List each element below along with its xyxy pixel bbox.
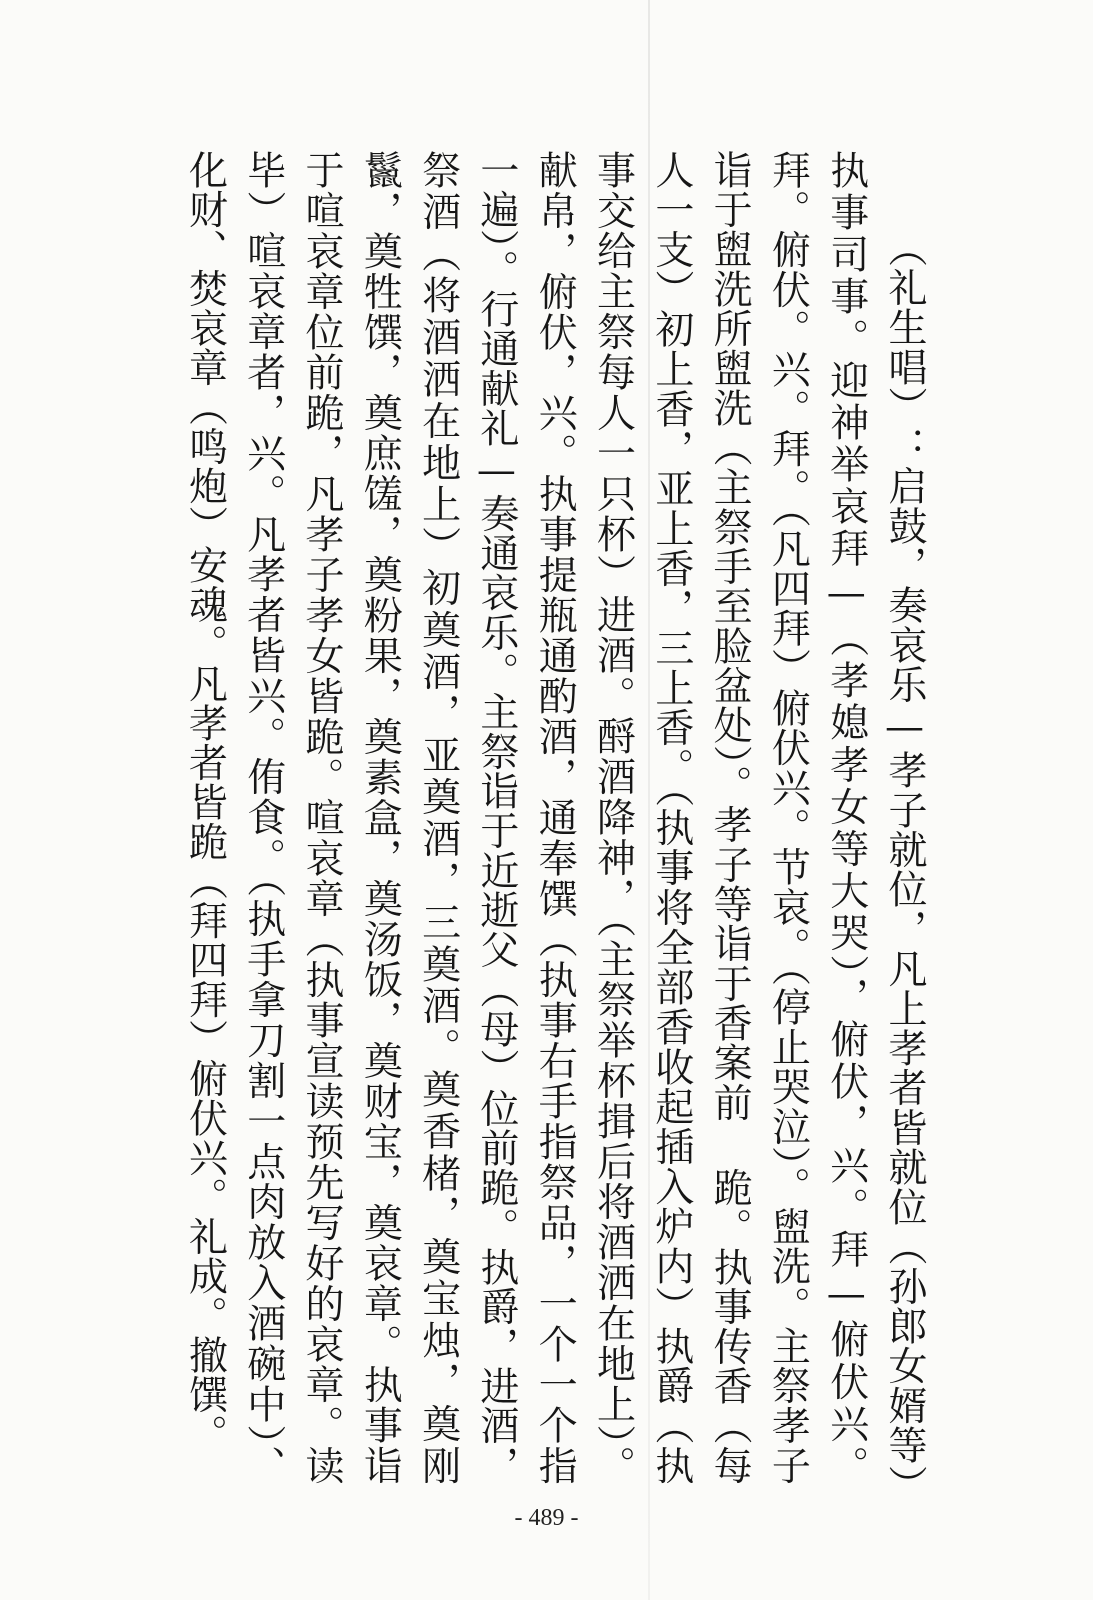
vertical-text-block	[175, 150, 933, 1485]
page-number: - 489 -	[514, 1505, 579, 1531]
ritual-paragraph: （礼生唱）：启鼓，奏哀乐—孝子就位，凡上孝者皆就位（孙郎女婿等）执事司事。迎神举哀拜—（孝媳孝女等大哭），俯伏，兴。拜—俯伏兴。拜。俯伏。兴。拜。（凡四拜）俯伏兴。节哀。（停止哭泣）。盥洗。主祭孝子诣于盥洗所盥洗（主祭手至脸盆处）。孝子等诣于香案前 跪。执事传香（每人一支）初上香，亚上香，三上香。（执事将全部香收起插入炉内）执爵（执事交给主祭每人一只杯）进酒。酹酒降神，（主祭举杯揖后将酒洒在地上）。献帛，俯伏，兴。执事提瓶通酌酒，通奉馔（执事右手指祭品，一个一个指一遍）。行通献礼—奏通哀乐。主祭诣于近逝父（母）位前跪。执爵，进酒，祭酒（将酒洒在地上）初奠酒，亚奠酒，三奠酒。奠香楮，奠宝烛，奠刚鬣，奠牲馔，奠庶馐，奠粉果，奠素盒，奠汤饭，奠财宝，奠哀章。执事诣于喧哀章位前跪，凡孝子孝女皆跪。喧哀章（执事宣读预先写好的哀章。读毕）喧哀章者，兴。凡孝者皆兴。侑食。（执手拿刀割一点肉放入酒碗中）、化财、焚哀章（鸣炮）安魂。凡孝者皆跪（拜四拜）俯伏兴。礼成。撤馔。	[182, 150, 927, 1485]
